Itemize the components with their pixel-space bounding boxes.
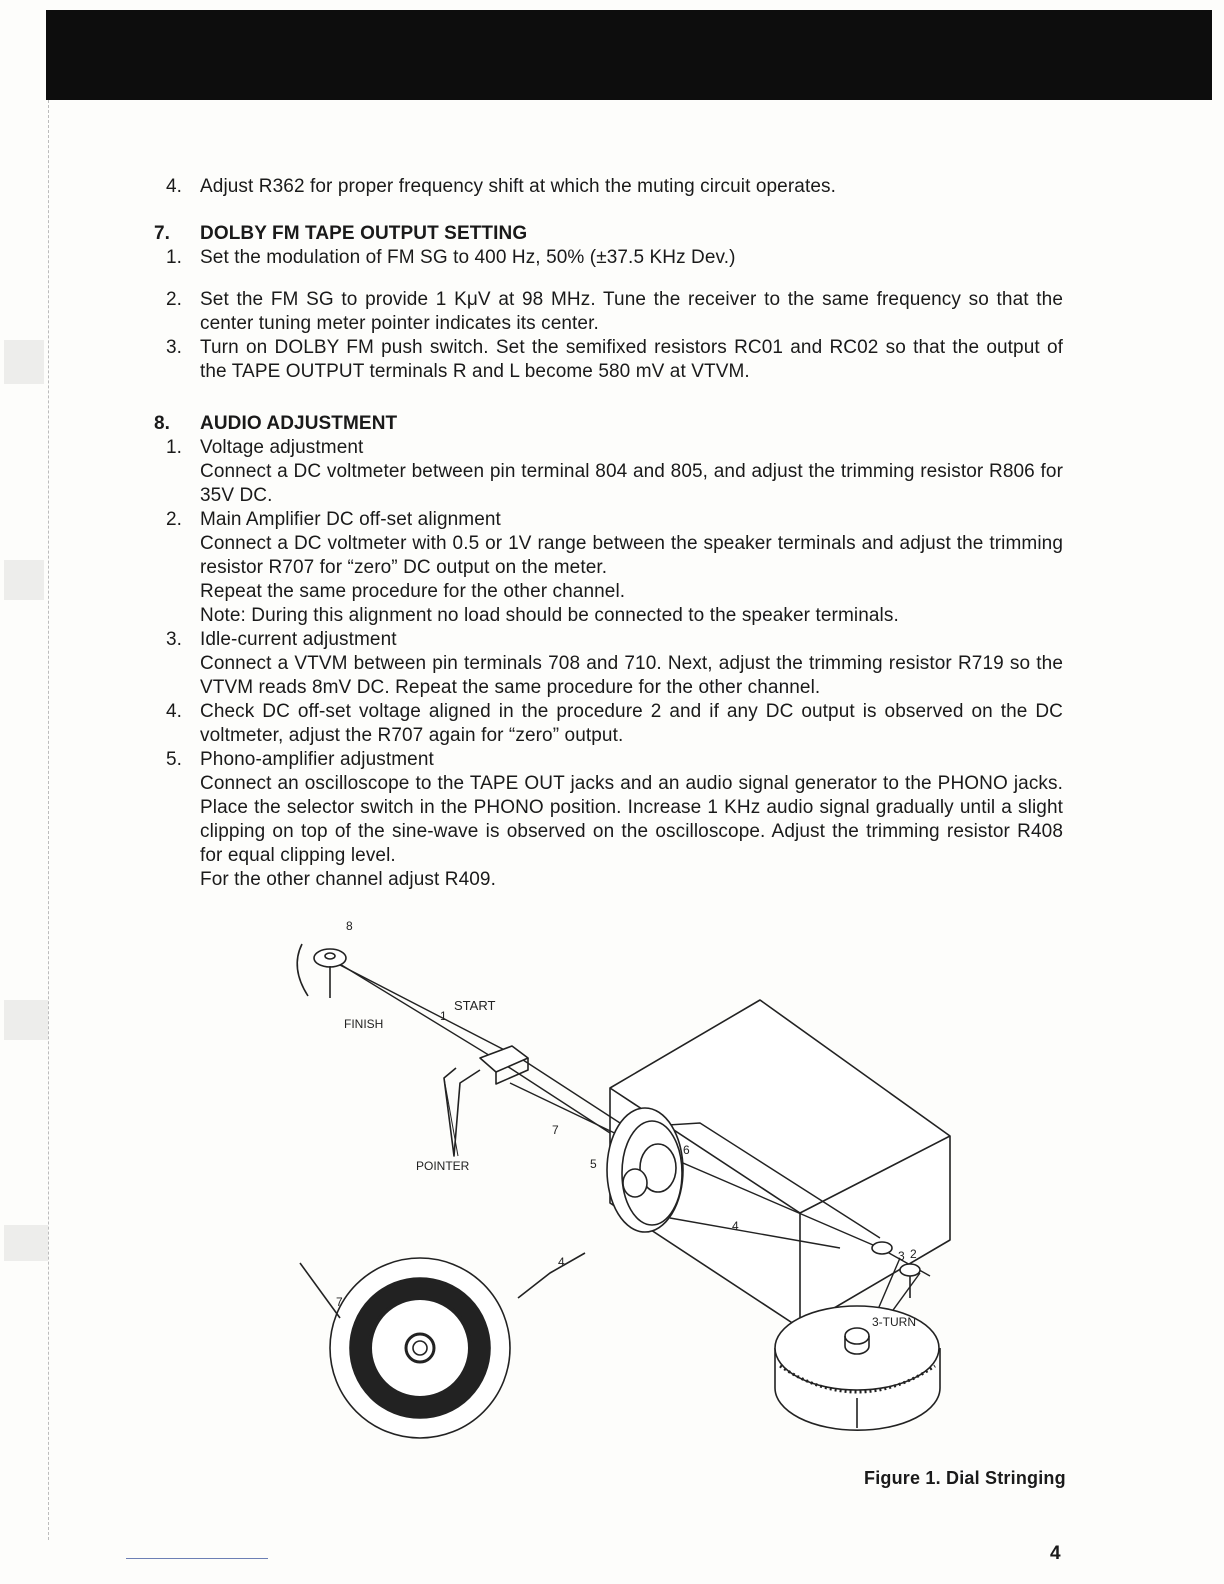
step-body: Connect a DC voltmeter between pin terminal 804 and 805, and adjust the trimming resistor R806 for 35V DC. (200, 461, 1063, 506)
step-heading: Phono-amplifier adjustment (200, 749, 434, 770)
step-number: 3. (165, 629, 182, 650)
step-text: Adjust R362 for proper frequency shift at which the muting circuit operates. (200, 176, 836, 197)
label-7: 7 (552, 1123, 559, 1137)
step-text: Set the FM SG to provide 1 KμV at 98 MHz. Tune the receiver to the same frequency so that the center tuning meter pointer indicates its center. (200, 289, 1063, 334)
step (148, 246, 1063, 270)
section-number: 7. (154, 223, 171, 244)
step-number: 2. (165, 289, 182, 310)
step-number: 4. (165, 701, 182, 722)
dial-pointer (444, 1046, 528, 1156)
section-title: DOLBY FM TAPE OUTPUT SETTING (200, 223, 528, 244)
header-bar (46, 10, 1212, 100)
label-pointer: POINTER (416, 1159, 470, 1173)
label-6: 6 (683, 1143, 690, 1157)
inset-drum-detail (300, 1253, 585, 1438)
step-number: 2. (165, 509, 182, 530)
scan-speck (4, 340, 44, 384)
drum-pulley (607, 1108, 683, 1232)
section-title: AUDIO ADJUSTMENT (200, 413, 398, 434)
label-3-turn: 3-TURN (872, 1315, 916, 1329)
label-2: 2 (910, 1247, 917, 1261)
step-body: Connect a DC voltmeter with 0.5 or 1V range between the speaker terminals and adjust the trimming resistor R707 for “zero” DC output on the meter. (200, 533, 1063, 578)
section-7 (148, 222, 1063, 384)
section-8 (148, 412, 1063, 892)
step-body: Check DC off-set voltage aligned in the procedure 2 and if any DC output is observed on the DC voltmeter, adjust the R707 again for “zero” output. (200, 701, 1063, 746)
label-1: 1 (440, 1009, 447, 1023)
intro-step (148, 175, 1063, 199)
dial-stringing-figure (280, 918, 980, 1448)
step-heading: Main Amplifier DC off-set alignment (200, 509, 501, 530)
label-4: 4 (732, 1219, 739, 1233)
step (148, 288, 1063, 336)
section-heading (148, 222, 1063, 246)
label-inset-4: 4 (558, 1255, 565, 1269)
label-finish: FINISH (344, 1017, 384, 1031)
pulley-top-left (297, 944, 346, 998)
margin-line (48, 100, 49, 1540)
figure-caption: Figure 1. Dial Stringing (864, 1468, 1066, 1488)
label-8: 8 (346, 919, 353, 933)
step-number: 1. (165, 247, 182, 268)
step-number: 5. (165, 749, 182, 770)
step-number: 1. (165, 437, 182, 458)
step-body: For the other channel adjust R409. (200, 869, 496, 890)
page-number: 4 (1050, 1543, 1061, 1564)
step (148, 700, 1063, 748)
scan-speck (4, 1000, 48, 1040)
section-number: 8. (154, 413, 171, 434)
step (148, 336, 1063, 384)
step-heading: Idle-current adjustment (200, 629, 397, 650)
bottom-rule (126, 1558, 268, 1559)
step-body: Repeat the same procedure for the other channel. (200, 581, 626, 602)
scan-speck (4, 560, 44, 600)
label-5: 5 (590, 1157, 597, 1171)
step-body: Connect an oscilloscope to the TAPE OUT jacks and an audio signal generator to the PHONO jacks. Place the selector switch in the PHONO position. Increase 1 KHz audio signal gradually until a slight clipping on top of the sine-wave is observed on the oscilloscope. Adjust the trimming resistor R408 for equal clipping level. (200, 773, 1063, 866)
step-text: Set the modulation of FM SG to 400 Hz, 50% (±37.5 KHz Dev.) (200, 247, 736, 268)
step (148, 508, 1063, 628)
step (148, 436, 1063, 508)
step (148, 748, 1063, 892)
label-start: START (454, 998, 496, 1013)
section-heading (148, 412, 1063, 436)
step-body: Connect a VTVM between pin terminals 708 and 710. Next, adjust the trimming resistor R719 so the VTVM reads 8mV DC. Repeat the same procedure for the other channel. (200, 653, 1063, 698)
step-number: 3. (165, 337, 182, 358)
step-note: Note: During this alignment no load should be connected to the speaker terminals. (200, 605, 899, 626)
label-3: 3 (898, 1249, 905, 1263)
label-inset-7: 7 (336, 1295, 343, 1309)
scan-speck (4, 1225, 48, 1261)
step-text: Turn on DOLBY FM push switch. Set the semifixed resistors RC01 and RC02 so that the output of the TAPE OUTPUT terminals R and L become 580 mV at VTVM. (200, 337, 1063, 382)
step-heading: Voltage adjustment (200, 437, 364, 458)
step (148, 628, 1063, 700)
step-number: 4. (165, 176, 182, 197)
